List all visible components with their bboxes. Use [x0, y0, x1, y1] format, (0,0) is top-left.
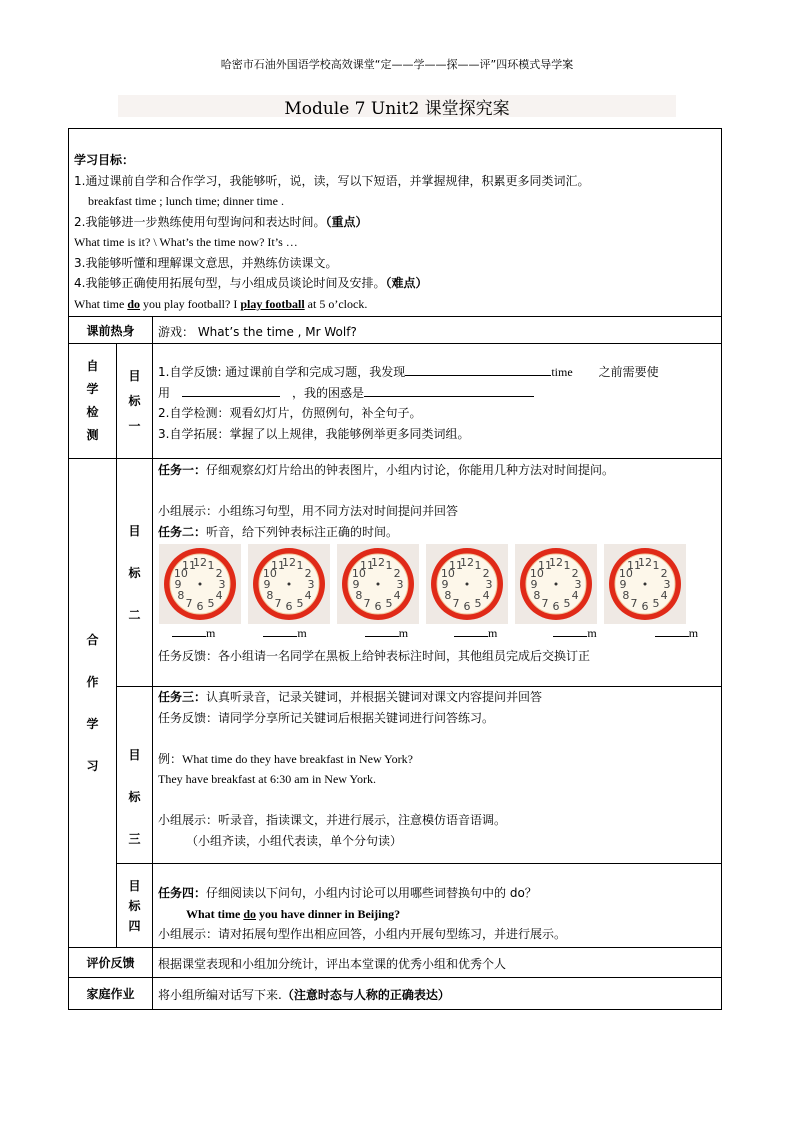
clock-number: 9: [441, 578, 449, 591]
self-label-1: 自: [86, 359, 99, 373]
coop-char-1: 合: [86, 633, 99, 647]
clock-number: 3: [396, 578, 404, 591]
clock-number: 4: [571, 589, 579, 602]
goal2-char-3: 二: [128, 607, 141, 622]
answer-unit: m: [297, 626, 307, 640]
clock-number: 3: [663, 578, 671, 591]
coop-char-2: 作: [86, 675, 99, 689]
task-two-title: 任务二：: [158, 524, 207, 539]
clock-number: 7: [185, 597, 193, 611]
ex-part-b: you play football? I: [140, 296, 241, 311]
homework-emphasis: （注意时态与人称的正确表达）: [281, 988, 450, 1002]
goal3-char-3: 三: [128, 832, 141, 846]
task-two: [158, 522, 716, 543]
clock-number: 2: [304, 567, 312, 580]
objective-2-patterns: What time is it? \ What’s the time now? It’s …: [74, 235, 298, 249]
task-feedback-1: 任务反馈：各小组请一名同学在黑板上给钟表标注时间，其他组员完成后交换订正: [158, 649, 591, 663]
q-do: do: [243, 906, 257, 921]
objective-2-text: 2.我能够进一步熟练使用句型询问和表达时间。: [74, 214, 326, 229]
clock-number: 1: [652, 558, 660, 572]
clock-number: 6: [374, 600, 382, 613]
clock-number: 2: [215, 567, 223, 580]
task-two-text: 听音，给下列钟表标注正确的时间。: [206, 524, 399, 539]
self-feedback-line-2: [158, 383, 716, 404]
answer-line[interactable]: [263, 636, 297, 637]
clock-number: 7: [452, 597, 460, 611]
answer-unit: m: [587, 626, 597, 640]
homework-text: 将小组所编对话写下来.: [158, 988, 282, 1002]
clock-number: 12: [549, 556, 563, 569]
answer-blank-1[interactable]: [172, 626, 215, 646]
clock-number: 4: [482, 589, 490, 602]
goal-three-label: [117, 687, 153, 864]
clock-number: 8: [266, 589, 274, 602]
study-plan-table: [68, 128, 722, 1010]
page-title: Module 7 Unit2 课堂探究案: [284, 99, 510, 119]
ex-play-football: play football: [240, 296, 305, 311]
clock-number: 8: [622, 589, 630, 602]
task-three-text: 认真听录音，记录关键词，并根据关键词对课文内容提问并回答: [206, 690, 543, 704]
clock-number: 2: [660, 567, 668, 580]
objective-1-phrases: breakfast time ; lunch time; dinner time .: [88, 194, 284, 208]
answer-row: [158, 626, 716, 646]
q-part-a: What time: [186, 906, 244, 921]
clock-6: [604, 544, 686, 624]
clock-number: 4: [393, 589, 401, 602]
clock-number: 11: [449, 558, 463, 572]
self-study-content: [153, 344, 722, 459]
clock-4: [426, 544, 508, 624]
task-four: [158, 883, 716, 904]
task-four-question: [158, 904, 716, 925]
clock-number: 3: [218, 578, 226, 591]
clock-3: [337, 544, 419, 624]
objective-3: 3.我能够听懂和理解课文意思，并熟练仿读课文。: [74, 255, 338, 270]
clock-2: [248, 544, 330, 624]
objective-4-emphasis: （难点）: [385, 276, 428, 290]
goal-two-content: [153, 459, 722, 687]
coop-label: [69, 459, 117, 948]
time-word: time: [551, 365, 573, 379]
clock-face-icon: [250, 545, 328, 623]
clock-number: 9: [352, 578, 360, 591]
clock-number: 5: [296, 597, 304, 611]
example-answer: They have breakfast at 6:30 am in New York.: [158, 772, 376, 786]
self-check: 2.自学检测：观看幻灯片，仿照例句，补全句子。: [158, 406, 422, 420]
clock-number: 7: [630, 597, 638, 611]
show-one: 小组展示：小组练习句型，用不同方法对时间提问并回答: [158, 504, 459, 518]
clock-number: 9: [174, 578, 182, 591]
self-confusion: ，我的困惑是: [292, 385, 365, 400]
clock-number: 5: [652, 597, 660, 611]
clock-number: 12: [371, 556, 385, 569]
goal4-char-1: 目: [128, 878, 141, 893]
clock-number: 9: [619, 578, 627, 591]
task-four-text: 仔细阅读以下问句，小组内讨论可以用哪些词替换句中的 do？: [206, 886, 537, 900]
clock-number: 2: [393, 567, 401, 580]
clock-number: 9: [530, 578, 538, 591]
clock-number: 6: [641, 600, 649, 613]
answer-blank-4[interactable]: [454, 626, 497, 646]
clock-number: 6: [463, 600, 471, 613]
clock-number: 9: [263, 578, 271, 591]
homework-label: 家庭作业: [69, 978, 153, 1010]
clock-number: 2: [571, 567, 579, 580]
clock-number: 7: [274, 597, 282, 611]
clock-face-icon: [161, 545, 239, 623]
answer-unit: m: [688, 626, 699, 640]
clock-number: 11: [360, 558, 374, 572]
coop-char-3: 学: [86, 717, 99, 731]
clock-number: 3: [574, 578, 582, 591]
self-use: 用: [158, 385, 171, 400]
self-label-3: 检: [86, 405, 99, 419]
example-label: 例：: [158, 751, 183, 766]
goal1-char-2: 标: [128, 393, 141, 408]
objective-4-text: 4.我能够正确使用拓展句型，与小组成员谈论时间及安排。: [74, 276, 386, 290]
task-one: [158, 460, 716, 481]
eval-label: 评价反馈: [69, 948, 153, 978]
self-feedback-line: [158, 362, 716, 383]
task-one-text: 仔细观察幻灯片给出的钟表图片，小组内讨论，你能用几种方法对时间提问。: [206, 463, 615, 477]
example-question-text: What time do they have breakfast in New York?: [182, 751, 413, 766]
objective-4-example: [74, 294, 716, 315]
goal1-char-3: 一: [128, 418, 141, 433]
goal4-char-3: 四: [128, 918, 141, 933]
clock-number: 5: [385, 597, 393, 611]
clock-1: [159, 544, 241, 624]
show-three-detail: （小组齐读，小组代表读，单个分句读）: [186, 833, 403, 848]
self-extend: 3.自学拓展：掌握了以上规律，我能够例举更多同类词组。: [158, 426, 470, 441]
self-feedback-text: 1.自学反馈: 通过课前自学和完成习题，我发现: [158, 365, 406, 379]
goal-three-content: [153, 687, 722, 864]
clock-number: 5: [563, 597, 571, 611]
clock-number: 10: [173, 567, 188, 580]
task-feedback-3: 任务反馈：请同学分享所记关键词后根据关键词进行问答练习。: [158, 710, 495, 725]
answer-line[interactable]: [655, 636, 689, 637]
goal-two-label: [117, 459, 153, 687]
objective-4: [74, 273, 716, 294]
clock-number: 7: [541, 597, 549, 611]
clock-number: 10: [440, 567, 455, 580]
answer-line[interactable]: [172, 636, 206, 637]
warmup-label: 课前热身: [69, 317, 153, 344]
self-label-4: 测: [86, 428, 99, 442]
clock-number: 12: [460, 556, 474, 569]
blank-2[interactable]: [182, 396, 280, 397]
clock-number: 11: [271, 558, 285, 572]
clock-number: 2: [482, 567, 490, 580]
blank-3[interactable]: [364, 396, 534, 397]
clock-number: 6: [196, 600, 204, 613]
goal-one-label: [117, 344, 153, 459]
answer-line[interactable]: [553, 636, 587, 637]
objective-2: [74, 212, 716, 233]
goal-four-content: [153, 864, 722, 948]
goal2-char-1: 目: [128, 523, 141, 538]
clock-number: 4: [660, 589, 668, 602]
clock-number: 4: [304, 589, 312, 602]
clock-number: 11: [627, 558, 641, 572]
answer-line[interactable]: [365, 636, 399, 637]
clock-face-icon: [428, 545, 506, 623]
clock-5: [515, 544, 597, 624]
goal3-char-1: 目: [128, 748, 141, 762]
objective-2-emphasis: （重点）: [325, 214, 368, 229]
answer-blank-3[interactable]: [365, 626, 408, 646]
clock-number: 1: [563, 558, 571, 572]
clock-face-icon: [339, 545, 417, 623]
goal4-char-2: 标: [128, 898, 141, 913]
clock-number: 5: [474, 597, 482, 611]
clock-face-icon: [606, 545, 684, 623]
objectives-heading: 学习目标：: [74, 153, 135, 167]
clock-number: 12: [638, 556, 652, 569]
clock-number: 11: [538, 558, 552, 572]
clock-number: 4: [215, 589, 223, 602]
self-feedback-tail: 之前需要使: [598, 365, 659, 379]
ex-do: do: [127, 296, 141, 311]
clock-number: 3: [307, 578, 315, 591]
objectives-cell: [69, 129, 722, 317]
clock-number: 1: [385, 558, 393, 572]
objective-1: 1.通过课前自学和合作学习，我能够听，说，读，写以下短语，并掌握规律，积累更多同类词汇。: [74, 173, 590, 188]
clock-number: 5: [207, 597, 215, 611]
clock-row: [159, 544, 716, 624]
clock-number: 7: [363, 597, 371, 611]
clock-number: 12: [193, 556, 207, 569]
coop-char-4: 习: [86, 759, 99, 773]
answer-blank-2[interactable]: [263, 626, 306, 646]
example-question: [158, 749, 716, 770]
show-four: 小组展示：请对拓展句型作出相应回答，小组内开展句型练习，并进行展示。: [158, 927, 567, 941]
clock-number: 11: [182, 558, 196, 572]
self-label-2: 学: [86, 382, 99, 396]
answer-blank-5[interactable]: [553, 626, 596, 646]
ex-part-a: What time: [74, 296, 128, 311]
homework-content: [153, 978, 722, 1010]
clock-number: 1: [207, 558, 215, 572]
eval-content: 根据课堂表现和小组加分统计，评出本堂课的优秀小组和优秀个人: [153, 948, 722, 978]
answer-unit: m: [206, 626, 216, 640]
clock-face-icon: [517, 545, 595, 623]
clock-number: 8: [177, 589, 185, 602]
task-one-title: 任务一：: [158, 463, 207, 477]
clock-number: 3: [485, 578, 493, 591]
show-three: 小组展示：听录音，指读课文，并进行展示，注意模仿语音语调。: [158, 813, 507, 827]
clock-number: 8: [444, 589, 452, 602]
clock-number: 8: [355, 589, 363, 602]
page-header: 哈密市石油外国语学校高效课堂“定——学——探——评”四环模式导学案: [220, 58, 574, 71]
clock-number: 1: [474, 558, 482, 572]
clock-number: 10: [262, 567, 277, 580]
task-three: [158, 687, 716, 708]
answer-blank-6[interactable]: [655, 626, 698, 646]
goal-four-label: [117, 864, 153, 948]
clock-number: 6: [285, 600, 293, 613]
q-part-b: you have dinner in Beijing?: [256, 906, 401, 921]
goal3-char-2: 标: [128, 790, 141, 804]
ex-part-c: at 5 o’clock.: [304, 296, 368, 311]
goal1-char-1: 目: [128, 368, 141, 383]
answer-unit: m: [488, 626, 498, 640]
blank-1[interactable]: [405, 375, 551, 376]
task-three-title: 任务三：: [158, 690, 207, 704]
clock-number: 6: [552, 600, 560, 613]
clock-number: 1: [296, 558, 304, 572]
clock-number: 10: [618, 567, 633, 580]
self-study-label: [69, 344, 117, 459]
clock-number: 12: [282, 556, 296, 569]
clock-number: 10: [351, 567, 366, 580]
answer-line[interactable]: [454, 636, 488, 637]
clock-number: 10: [529, 567, 544, 580]
goal2-char-2: 标: [128, 565, 141, 580]
answer-unit: m: [398, 626, 409, 640]
warmup-content: 游戏： What’s the time , Mr Wolf?: [153, 317, 722, 344]
task-four-title: 任务四：: [158, 886, 207, 900]
clock-number: 8: [533, 589, 541, 602]
